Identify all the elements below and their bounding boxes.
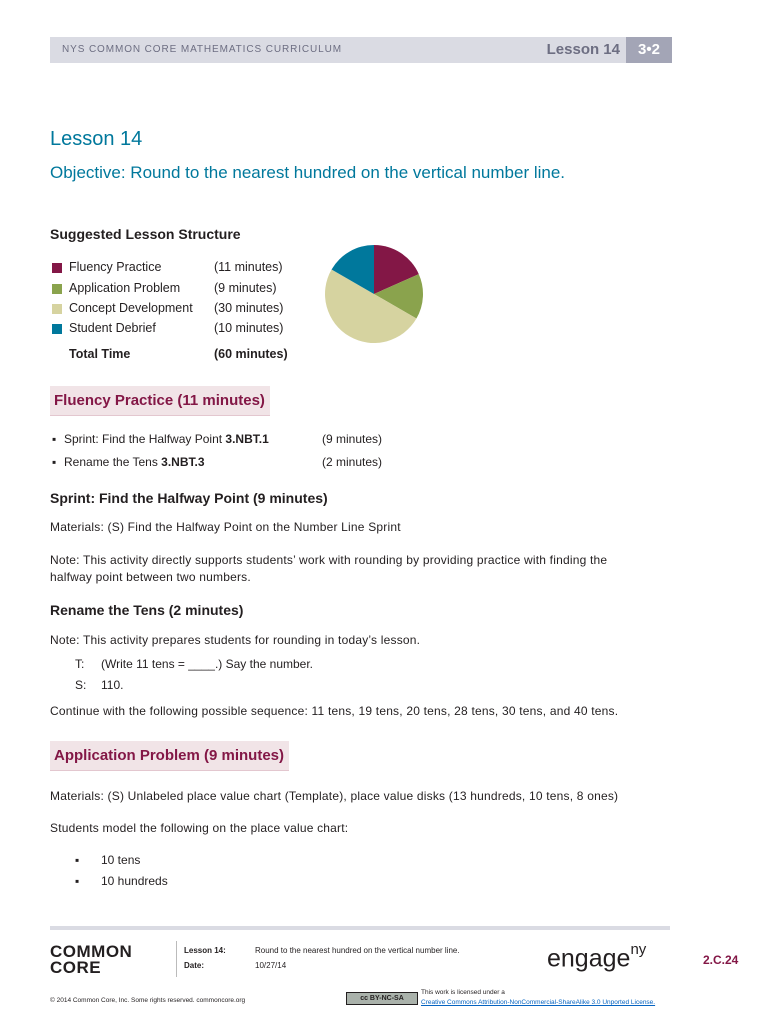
- structure-name: Student Debrief: [69, 321, 156, 335]
- rename-heading: Rename the Tens (2 minutes): [50, 602, 244, 618]
- engageny-logo: engage$^{ny}$: [547, 941, 647, 973]
- fluency-section-header: [50, 386, 270, 416]
- footer-rule: [50, 926, 670, 930]
- grade-module-badge: 3•2: [626, 37, 672, 63]
- structure-row-fluency: [52, 260, 312, 278]
- bullet-icon: ▪: [75, 853, 80, 867]
- fluency-heading: Fluency Practice (11 minutes): [54, 392, 265, 409]
- footer-date-value: 10/27/14: [255, 961, 287, 970]
- license-text: This work is licensed under a: [421, 989, 505, 996]
- dialog-line-s: 110.: [101, 678, 124, 692]
- rename-continue: Continue with the following possible sequence: 11 tens, 19 tens, 20 tens, 28 tens, 30 tens, and 40 tens.: [50, 704, 619, 718]
- sprint-note: Note: This activity directly supports students’ work with rounding by providing practice with finding the halfway point between two numbers.: [50, 553, 608, 584]
- dialog-line-t: (Write 11 tens = ____.) Say the number.: [101, 657, 314, 671]
- total-minutes: (60 minutes): [214, 347, 288, 361]
- fluency-item-sprint: [52, 432, 452, 448]
- bullet-icon: ▪: [52, 432, 57, 446]
- footer-lesson-value: Round to the nearest hundred on the vertical number line.: [255, 946, 460, 955]
- structure-heading: Suggested Lesson Structure: [50, 226, 241, 242]
- logo-line-1: COMMON: [50, 942, 133, 961]
- structure-row-concept: [52, 301, 312, 319]
- structure-minutes: (11 minutes): [214, 260, 283, 274]
- page-header: [50, 37, 672, 63]
- fluency-item-text: Rename the Tens 3.NBT.3: [64, 455, 205, 469]
- structure-row-application: [52, 281, 312, 299]
- lesson-structure-pie-chart: [323, 243, 425, 345]
- application-item: 10 hundreds: [101, 874, 168, 888]
- structure-name: Fluency Practice: [69, 260, 162, 274]
- bullet-icon: ▪: [75, 874, 80, 888]
- license-link[interactable]: Creative Commons Attribution-NonCommercial-ShareAlike 3.0 Unported License.: [421, 999, 656, 1006]
- lesson-objective: Objective: Round to the nearest hundred on the vertical number line.: [50, 163, 566, 182]
- creative-commons-badge: cc BY-NC-SA: [346, 992, 418, 1005]
- application-materials: Materials: (S) Unlabeled place value chart (Template), place value disks (13 hundreds, 10 tens, 8 ones): [50, 789, 619, 803]
- bullet-icon: ▪: [52, 455, 57, 469]
- swatch-debrief: [52, 324, 62, 334]
- dialog-speaker-s: S:: [75, 678, 87, 692]
- dialog-speaker-t: T:: [75, 657, 85, 671]
- total-label: Total Time: [69, 347, 131, 361]
- rename-note: Note: This activity prepares students for rounding in today’s lesson.: [50, 633, 421, 647]
- swatch-application: [52, 284, 62, 294]
- common-core-logo: [50, 944, 132, 976]
- page-number: 2.C.24: [703, 953, 739, 967]
- application-item: 10 tens: [101, 853, 141, 867]
- logo-line-2: CORE: [50, 958, 102, 977]
- fluency-item-rename: [52, 455, 452, 471]
- footer-lesson-label: Lesson 14:: [184, 946, 226, 955]
- footer-divider: [176, 941, 177, 977]
- structure-row-debrief: [52, 321, 312, 339]
- curriculum-title: NYS COMMON CORE MATHEMATICS CURRICULUM: [62, 44, 342, 55]
- fluency-item-minutes: (2 minutes): [322, 455, 383, 469]
- structure-name: Concept Development: [69, 301, 193, 315]
- structure-minutes: (10 minutes): [214, 321, 284, 335]
- swatch-concept: [52, 304, 62, 314]
- swatch-fluency: [52, 263, 62, 273]
- fluency-item-minutes: (9 minutes): [322, 432, 383, 446]
- header-lesson-label: Lesson 14: [546, 41, 620, 58]
- sprint-materials: Materials: (S) Find the Halfway Point on the Number Line Sprint: [50, 520, 401, 534]
- structure-name: Application Problem: [69, 281, 181, 295]
- footer-date-label: Date:: [184, 961, 205, 970]
- copyright-text: © 2014 Common Core, Inc. Some rights reserved. commoncore.org: [50, 997, 246, 1004]
- lesson-title: Lesson 14: [50, 128, 143, 150]
- structure-minutes: (9 minutes): [214, 281, 277, 295]
- structure-total-row: [52, 347, 312, 365]
- sprint-heading: Sprint: Find the Halfway Point (9 minutes): [50, 490, 328, 506]
- application-heading: Application Problem (9 minutes): [54, 747, 285, 764]
- application-section-header: [50, 741, 289, 771]
- structure-minutes: (30 minutes): [214, 301, 284, 315]
- fluency-item-text: Sprint: Find the Halfway Point 3.NBT.1: [64, 432, 269, 446]
- application-instruction: Students model the following on the place value chart:: [50, 821, 349, 835]
